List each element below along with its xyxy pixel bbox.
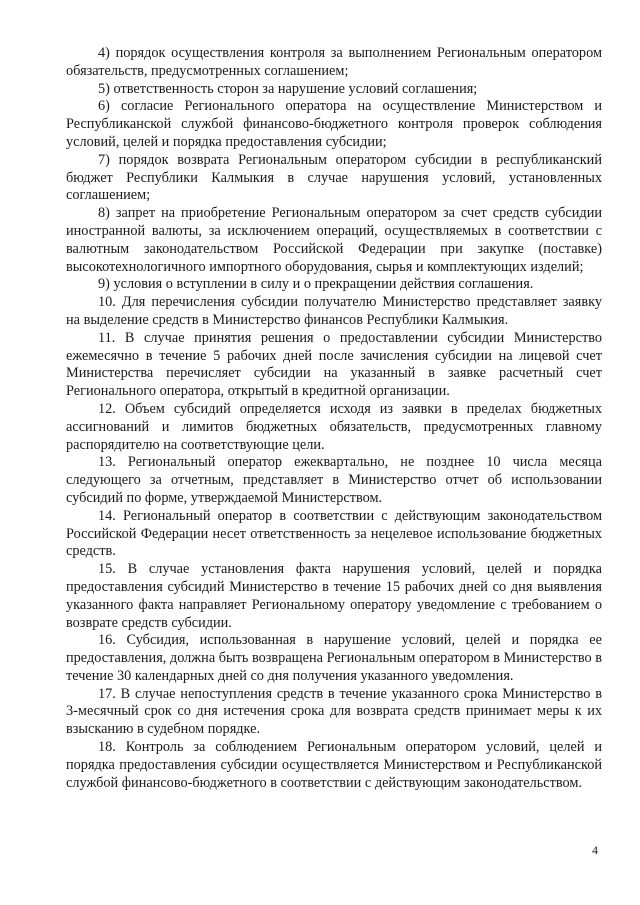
- paragraph-clause-14: 14. Региональный оператор в соответствии с действующим законодательством Российской Федерации несет ответственность за нецелевое использование бюджетных средств.: [66, 507, 602, 560]
- paragraph-clause-11: 11. В случае принятия решения о предоставлении субсидии Министерство ежемесячно в течение 5 рабочих дней после зачисления субсидии на лицевой счет Министерства перечисляет субсидии на указанный в заявке расчетный счет Регионального оператора, открытый в кредитной организации.: [66, 329, 602, 400]
- paragraph-clause-15: 15. В случае установления факта нарушения условий, целей и порядка предоставления субсидий Министерство в течение 15 рабочих дней со дня выявления указанного факта направляет Региональному оператору уведомление с требованием о возврате средств субсидии.: [66, 561, 602, 631]
- paragraph-clause-17: 17. В случае непоступления средств в течение указанного срока Министерство в 3-месячный срок со дня истечения срока для возврата средств принимает меры к их взысканию в судебном порядке.: [66, 685, 602, 738]
- paragraph-clause-13: 13. Региональный оператор ежеквартально, не позднее 10 числа месяца следующего за отчетным, представляет в Министерство отчет об использовании субсидий по форме, утверждаемой Министерством.: [66, 454, 602, 506]
- paragraph-item-9: 9) условия о вступлении в силу и о прекращении действия соглашения.: [98, 276, 534, 293]
- page-number: 4: [592, 843, 598, 857]
- paragraph-item-6: 6) согласие Регионального оператора на осуществление Министерством и Республиканской службой финансово-бюджетного контроля проверок соблюдения условий, целей и порядка предоставления субсидии;: [66, 98, 602, 150]
- paragraph-item-8: 8) запрет на приобретение Региональным оператором за счет средств субсидии иностранной валюты, за исключением операций, осуществляемых в соответствии с валютным законодательством Российской Федерации при закупке (поставке) высокотехнологичного импортного оборудования, сырья и комплектующих изделий;: [66, 205, 602, 275]
- paragraph-item-5: 5) ответственность сторон за нарушение условий соглашения;: [98, 80, 478, 97]
- paragraph-item-4: 4) порядок осуществления контроля за выполнением Региональным оператором обязательств, предусмотренных соглашением;: [66, 45, 602, 79]
- paragraph-item-7: 7) порядок возврата Региональным оператором субсидии в республиканский бюджет Республики Калмыкия в случае нарушения условий, установленных соглашением;: [66, 151, 602, 204]
- paragraph-clause-12: 12. Объем субсидий определяется исходя из заявки в пределах бюджетных ассигнований и лимитов бюджетных обязательств, предусмотренных главному распорядителю на соответствующие цели.: [66, 400, 602, 453]
- paragraph-clause-18: 18. Контроль за соблюдением Региональным оператором условий, целей и порядка предоставления субсидии осуществляется Министерством и Республиканской службой финансово-бюджетного в соответствии с действующим законодательством.: [66, 739, 602, 791]
- paragraph-clause-10: 10. Для перечисления субсидии получателю Министерство представляет заявку на выделение средств в Министерство финансов Республики Калмыкия.: [66, 294, 602, 328]
- paragraph-clause-16: 16. Субсидия, использованная в нарушение условий, целей и порядка ее предоставления, должна быть возвращена Региональным оператором в Министерство в течение 30 календарных дней со дня получения указанного уведомления.: [66, 632, 602, 684]
- document-body: [66, 45, 602, 792]
